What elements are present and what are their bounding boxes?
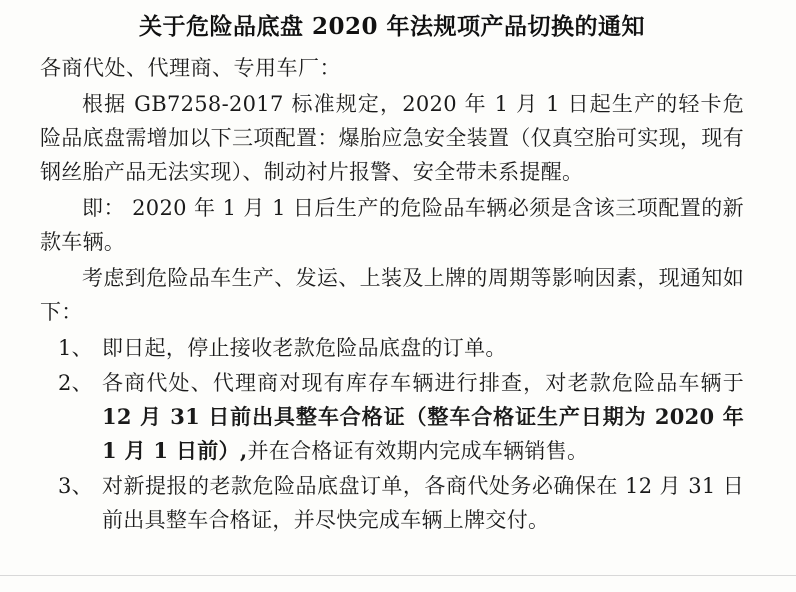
paragraph-3: 考虑到危险品车生产、发运、上装及上牌的周期等影响因素，现通知如下： <box>40 265 744 324</box>
list-item <box>40 331 744 365</box>
list-item-number: 3、 <box>58 473 93 498</box>
list-item-text <box>102 366 744 468</box>
list-item-number: 1、 <box>58 335 93 360</box>
list-item-text-after: 并在合格证有效期内完成车辆销售。 <box>247 438 589 463</box>
list-item-text-before: 即日起，停止接收老款危险品底盘的订单。 <box>102 335 507 360</box>
footer-divider <box>0 575 796 576</box>
salutation: 各商代处、代理商、专用车厂： <box>40 55 341 80</box>
list-item-text <box>102 331 744 365</box>
notice-list <box>40 331 744 537</box>
list-item <box>40 469 744 537</box>
list-item-text-before: 对新提报的老款危险品底盘订单，各商代处务必确保在 12 月 31 日前出具整车合格证，并尽快完成车辆上牌交付。 <box>102 473 744 532</box>
list-item <box>40 366 744 468</box>
page-title: 关于危险品底盘 2020 年法规项产品切换的通知 <box>138 13 646 40</box>
paragraph-1: 根据 GB7258-2017 标准规定，2020 年 1 月 1 日起生产的轻卡危险品底盘需增加以下三项配置：爆胎应急安全装置（仅真空胎可实现，现有钢丝胎产品无法实现）、制动衬片报警、安全带未系提醒。 <box>40 91 744 184</box>
list-item-text <box>102 469 744 537</box>
list-item-text-before: 各商代处、代理商对现有库存车辆进行排查，对老款危险品车辆于 <box>102 370 744 395</box>
paragraph-2: 即： 2020 年 1 月 1 日后生产的危险品车辆必须是含该三项配置的新款车辆。 <box>40 195 744 254</box>
list-item-text-bold: 12 月 31 日前出具整车合格证（整车合格证生产日期为 2020 年 1 月 1 日前）, <box>102 403 744 463</box>
list-item-number: 2、 <box>58 370 93 395</box>
